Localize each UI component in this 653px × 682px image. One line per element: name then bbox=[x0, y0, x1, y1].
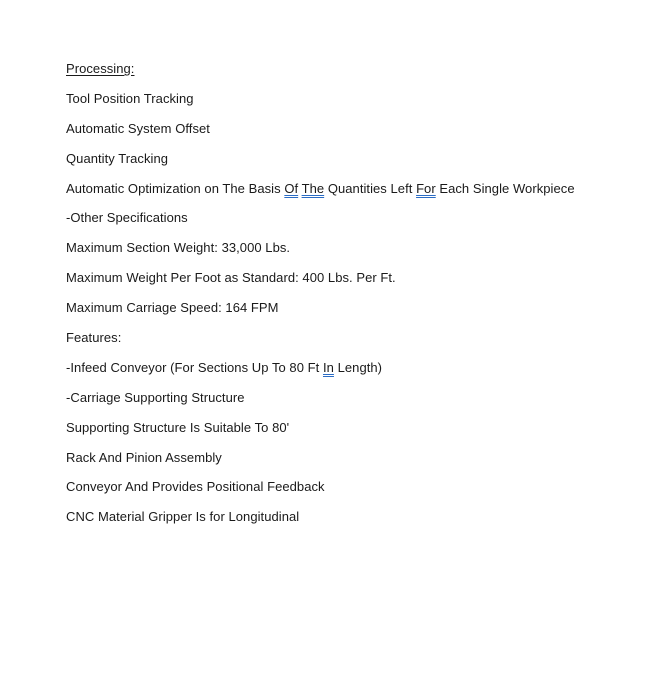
processing-heading: Processing: bbox=[66, 61, 135, 76]
infeed-text-part2: Length) bbox=[333, 359, 383, 375]
cnc-gripper-line: CNC Material Gripper Is for Longitudinal bbox=[66, 509, 300, 525]
max-weight-per-foot-line: Maximum Weight Per Foot as Standard: 400 Lbs. Per Ft. bbox=[66, 270, 396, 286]
other-specifications-line: -Other Specifications bbox=[66, 210, 188, 226]
carriage-supporting-structure-line: -Carriage Supporting Structure bbox=[66, 389, 245, 405]
automatic-system-offset-line: Automatic System Offset bbox=[66, 120, 210, 136]
infeed-text-part1: -Infeed Conveyor (For Sections Up To 80 Ft bbox=[66, 359, 323, 375]
document-body bbox=[66, 59, 646, 537]
supporting-structure-line: Supporting Structure Is Suitable To 80' bbox=[66, 419, 290, 435]
conveyor-feedback-line: Conveyor And Provides Positional Feedback bbox=[66, 479, 325, 495]
max-carriage-speed-line: Maximum Carriage Speed: 164 FPM bbox=[66, 300, 279, 316]
optimization-text-part2: Quantities Left bbox=[324, 180, 417, 196]
grammar-mark-of[interactable]: Of bbox=[284, 180, 299, 196]
features-line: Features: bbox=[66, 330, 122, 346]
automatic-optimization-line bbox=[66, 179, 646, 209]
grammar-mark-the[interactable]: The bbox=[301, 180, 325, 196]
grammar-mark-in[interactable]: In bbox=[322, 359, 334, 375]
rack-pinion-line: Rack And Pinion Assembly bbox=[66, 449, 222, 465]
infeed-conveyor-line bbox=[66, 358, 646, 388]
quantity-tracking-line: Quantity Tracking bbox=[66, 150, 169, 166]
grammar-mark-for[interactable]: For bbox=[416, 180, 436, 196]
tool-position-tracking-line: Tool Position Tracking bbox=[66, 90, 194, 106]
processing-heading-line bbox=[66, 59, 646, 89]
max-section-weight-line: Maximum Section Weight: 33,000 Lbs. bbox=[66, 240, 291, 256]
optimization-text-part3: Each Single Workpiece bbox=[435, 180, 575, 196]
optimization-text-part1: Automatic Optimization on The Basis bbox=[66, 180, 285, 196]
